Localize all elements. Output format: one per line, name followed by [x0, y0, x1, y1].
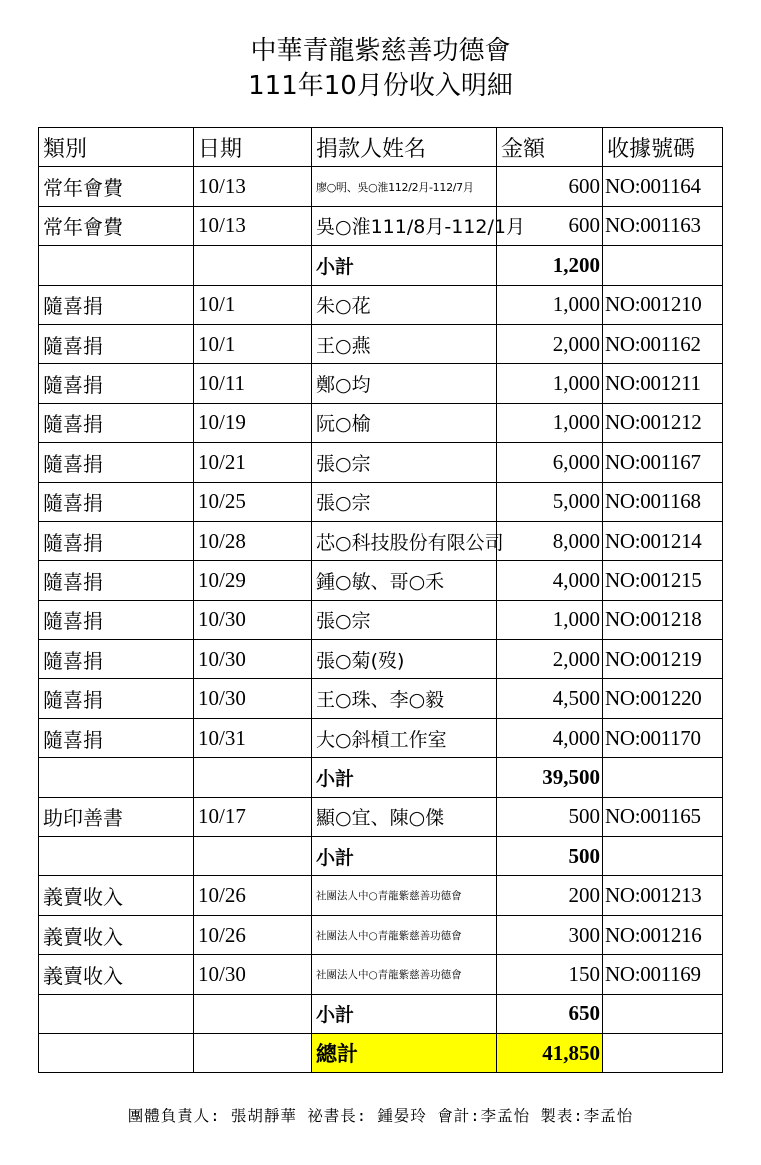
donor-name-cell: 阮○榆 — [312, 403, 497, 442]
table-row — [39, 403, 723, 442]
category-cell: 義賣收入 — [39, 876, 194, 915]
signature-footer: 團體負責人: 張胡靜華 祕書長: 鍾晏玲 會計:李孟怡 製表:李孟怡 — [127, 1107, 634, 1125]
empty-cell — [39, 1033, 194, 1072]
receipt-cell: NO:001216 — [603, 915, 723, 954]
amount-cell: 1,000 — [497, 403, 603, 442]
date-cell: 10/1 — [194, 324, 312, 363]
table-row — [39, 718, 723, 757]
empty-cell — [39, 246, 194, 285]
empty-cell — [194, 246, 312, 285]
date-cell: 10/19 — [194, 403, 312, 442]
receipt-cell: NO:001215 — [603, 561, 723, 600]
receipt-cell: NO:001213 — [603, 876, 723, 915]
table-row — [39, 482, 723, 521]
receipt-cell: NO:001163 — [603, 206, 723, 245]
donor-name-cell: 社團法人中○青龍紫慈善功德會 — [312, 955, 497, 994]
amount-cell: 500 — [497, 797, 603, 836]
subtotal-row — [39, 246, 723, 285]
empty-cell — [194, 994, 312, 1033]
empty-cell — [603, 1033, 723, 1072]
amount-cell: 6,000 — [497, 443, 603, 482]
table-row — [39, 640, 723, 679]
category-cell: 義賣收入 — [39, 955, 194, 994]
subtotal-row — [39, 758, 723, 797]
donor-name-cell: 朱○花 — [312, 285, 497, 324]
empty-cell — [603, 758, 723, 797]
table-row — [39, 443, 723, 482]
subtotal-row — [39, 994, 723, 1033]
empty-cell — [194, 758, 312, 797]
date-cell: 10/28 — [194, 521, 312, 560]
receipt-cell: NO:001162 — [603, 324, 723, 363]
table-row — [39, 797, 723, 836]
donor-name-cell: 顯○宜、陳○傑 — [312, 797, 497, 836]
donor-name-cell: 廖○明、吳○淮112/2月-112/7月 — [312, 167, 497, 206]
amount-cell: 600 — [497, 167, 603, 206]
date-cell: 10/30 — [194, 679, 312, 718]
receipt-cell: NO:001218 — [603, 600, 723, 639]
empty-cell — [39, 837, 194, 876]
subtotal-row — [39, 837, 723, 876]
receipt-cell: NO:001168 — [603, 482, 723, 521]
receipt-cell: NO:001219 — [603, 640, 723, 679]
category-cell: 隨喜捐 — [39, 521, 194, 560]
grand-total-label: 總計 — [312, 1033, 497, 1072]
donor-name-cell: 鍾○敏、哥○禾 — [312, 561, 497, 600]
empty-cell — [194, 1033, 312, 1072]
amount-cell: 4,000 — [497, 718, 603, 757]
table-row — [39, 285, 723, 324]
date-cell: 10/11 — [194, 364, 312, 403]
category-cell: 隨喜捐 — [39, 285, 194, 324]
table-row — [39, 915, 723, 954]
table-header-row — [39, 128, 723, 167]
date-cell: 10/31 — [194, 718, 312, 757]
donor-name-cell: 張○菊(歿) — [312, 640, 497, 679]
subtotal-amount: 1,200 — [497, 246, 603, 285]
category-cell: 常年會費 — [39, 206, 194, 245]
category-cell: 隨喜捐 — [39, 679, 194, 718]
amount-cell: 4,500 — [497, 679, 603, 718]
header-category: 類別 — [39, 128, 194, 167]
donor-name-cell: 張○宗 — [312, 482, 497, 521]
date-cell: 10/25 — [194, 482, 312, 521]
subtotal-amount: 39,500 — [497, 758, 603, 797]
empty-cell — [603, 994, 723, 1033]
header-date: 日期 — [194, 128, 312, 167]
category-cell: 隨喜捐 — [39, 482, 194, 521]
date-cell: 10/1 — [194, 285, 312, 324]
amount-cell: 5,000 — [497, 482, 603, 521]
empty-cell — [194, 837, 312, 876]
receipt-cell: NO:001212 — [603, 403, 723, 442]
receipt-cell: NO:001170 — [603, 718, 723, 757]
table-row — [39, 167, 723, 206]
date-cell: 10/13 — [194, 206, 312, 245]
subtotal-label: 小計 — [312, 246, 497, 285]
donor-name-cell: 鄭○均 — [312, 364, 497, 403]
amount-cell: 300 — [497, 915, 603, 954]
date-cell: 10/30 — [194, 640, 312, 679]
receipt-cell: NO:001214 — [603, 521, 723, 560]
amount-cell: 4,000 — [497, 561, 603, 600]
category-cell: 隨喜捐 — [39, 640, 194, 679]
receipt-cell: NO:001211 — [603, 364, 723, 403]
subtotal-label: 小計 — [312, 994, 497, 1033]
table-row — [39, 600, 723, 639]
empty-cell — [603, 837, 723, 876]
subtotal-amount: 650 — [497, 994, 603, 1033]
grand-total-amount: 41,850 — [497, 1033, 603, 1072]
receipt-cell: NO:001169 — [603, 955, 723, 994]
date-cell: 10/21 — [194, 443, 312, 482]
amount-cell: 1,000 — [497, 285, 603, 324]
category-cell: 隨喜捐 — [39, 600, 194, 639]
donor-name-cell: 張○宗 — [312, 600, 497, 639]
receipt-cell: NO:001167 — [603, 443, 723, 482]
table-row — [39, 521, 723, 560]
table-row — [39, 364, 723, 403]
donor-name-cell: 張○宗 — [312, 443, 497, 482]
grand-total-row — [39, 1033, 723, 1072]
category-cell: 隨喜捐 — [39, 443, 194, 482]
header-donor-name: 捐款人姓名 — [312, 128, 497, 167]
date-cell: 10/30 — [194, 955, 312, 994]
header-receipt-number: 收據號碼 — [603, 128, 723, 167]
document-subtitle: 111年10月份收入明細 — [248, 71, 513, 101]
receipt-cell: NO:001210 — [603, 285, 723, 324]
amount-cell: 200 — [497, 876, 603, 915]
donor-name-cell: 吳○淮111/8月-112/1月 — [312, 206, 497, 245]
table-row — [39, 679, 723, 718]
empty-cell — [603, 246, 723, 285]
date-cell: 10/26 — [194, 876, 312, 915]
table-row — [39, 955, 723, 994]
category-cell: 隨喜捐 — [39, 403, 194, 442]
category-cell: 助印善書 — [39, 797, 194, 836]
category-cell: 隨喜捐 — [39, 324, 194, 363]
amount-cell: 1,000 — [497, 600, 603, 639]
table-row — [39, 324, 723, 363]
receipt-cell: NO:001164 — [603, 167, 723, 206]
amount-cell: 8,000 — [497, 521, 603, 560]
header-amount: 金額 — [497, 128, 603, 167]
amount-cell: 150 — [497, 955, 603, 994]
empty-cell — [39, 758, 194, 797]
donor-name-cell: 大○斜槓工作室 — [312, 718, 497, 757]
category-cell: 隨喜捐 — [39, 364, 194, 403]
date-cell: 10/29 — [194, 561, 312, 600]
amount-cell: 2,000 — [497, 324, 603, 363]
category-cell: 義賣收入 — [39, 915, 194, 954]
date-cell: 10/13 — [194, 167, 312, 206]
subtotal-amount: 500 — [497, 837, 603, 876]
donor-name-cell: 社團法人中○青龍紫慈善功德會 — [312, 876, 497, 915]
table-row — [39, 561, 723, 600]
category-cell: 隨喜捐 — [39, 561, 194, 600]
receipt-cell: NO:001165 — [603, 797, 723, 836]
donor-name-cell: 王○珠、李○毅 — [312, 679, 497, 718]
table-row — [39, 206, 723, 245]
document-title: 中華青龍紫慈善功德會 — [250, 36, 511, 66]
subtotal-label: 小計 — [312, 837, 497, 876]
amount-cell: 1,000 — [497, 364, 603, 403]
income-table — [38, 127, 723, 1073]
table-row — [39, 876, 723, 915]
subtotal-label: 小計 — [312, 758, 497, 797]
amount-cell: 600 — [497, 206, 603, 245]
receipt-cell: NO:001220 — [603, 679, 723, 718]
category-cell: 常年會費 — [39, 167, 194, 206]
donor-name-cell: 社團法人中○青龍紫慈善功德會 — [312, 915, 497, 954]
donor-name-cell: 芯○科技股份有限公司 — [312, 521, 497, 560]
amount-cell: 2,000 — [497, 640, 603, 679]
category-cell: 隨喜捐 — [39, 718, 194, 757]
empty-cell — [39, 994, 194, 1033]
date-cell: 10/26 — [194, 915, 312, 954]
date-cell: 10/17 — [194, 797, 312, 836]
date-cell: 10/30 — [194, 600, 312, 639]
donor-name-cell: 王○燕 — [312, 324, 497, 363]
